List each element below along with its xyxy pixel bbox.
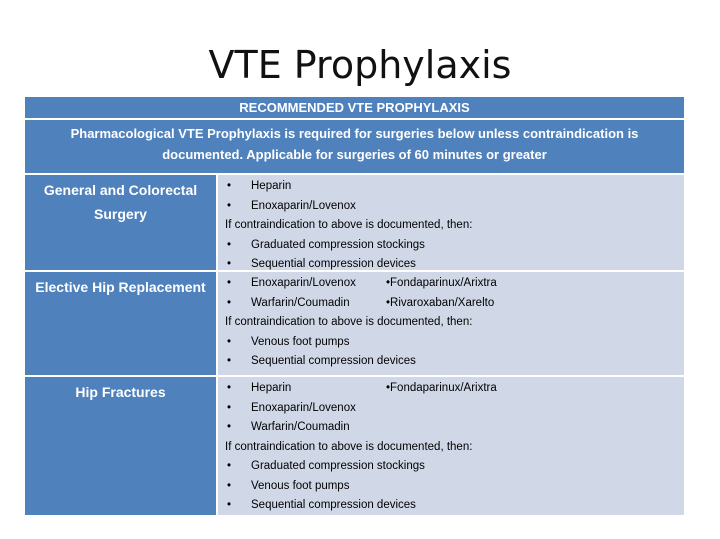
table-row-general-colorectal	[25, 175, 684, 272]
row-label: Hip Fractures	[25, 377, 218, 515]
list-item: • Sequential compression devices	[227, 355, 416, 367]
list-item: • Warfarin/Coumadin	[227, 421, 350, 433]
list-item: • Graduated compression stockings	[227, 460, 425, 472]
list-item: • Sequential compression devices	[227, 499, 416, 511]
list-item: • Heparin	[227, 180, 292, 192]
list-item: • Enoxaparin/Lovenox •Fondaparinux/Arixtra	[227, 277, 497, 289]
contraindication-note: If contraindication to above is documented, then:	[225, 440, 473, 453]
row-label: Elective Hip Replacement	[25, 272, 218, 375]
table-row-hip-fractures	[25, 377, 684, 515]
list-item: • Graduated compression stockings	[227, 238, 425, 251]
slide-title: VTE Prophylaxis	[208, 43, 512, 87]
row-content	[218, 175, 684, 270]
table-header: RECOMMENDED VTE PROPHYLAXIS	[25, 97, 684, 120]
table-row-elective-hip-replacement	[25, 272, 684, 377]
row-content	[218, 377, 684, 515]
row-label: General and Colorectal Surgery	[25, 175, 218, 270]
list-item: • Warfarin/Coumadin •Rivaroxaban/Xarelto	[227, 296, 495, 309]
table-subheader: Pharmacological VTE Prophylaxis is required for surgeries below unless contraindication is documented. Applicable for surgeries of 60 minutes or greater	[25, 120, 684, 175]
list-item: • Heparin •Fondaparinux/Arixtra	[227, 382, 497, 394]
list-item: • Sequential compression devices	[227, 258, 416, 270]
contraindication-note: If contraindication to above is documented, then:	[225, 316, 473, 328]
list-item: • Venous foot pumps	[227, 479, 350, 492]
list-item: • Venous foot pumps	[227, 335, 350, 348]
contraindication-note: If contraindication to above is documented, then:	[225, 219, 473, 231]
vte-prophylaxis-table	[25, 97, 684, 515]
row-content	[218, 272, 684, 375]
list-item: • Enoxaparin/Lovenox	[227, 401, 356, 414]
list-item: • Enoxaparin/Lovenox	[227, 199, 356, 212]
